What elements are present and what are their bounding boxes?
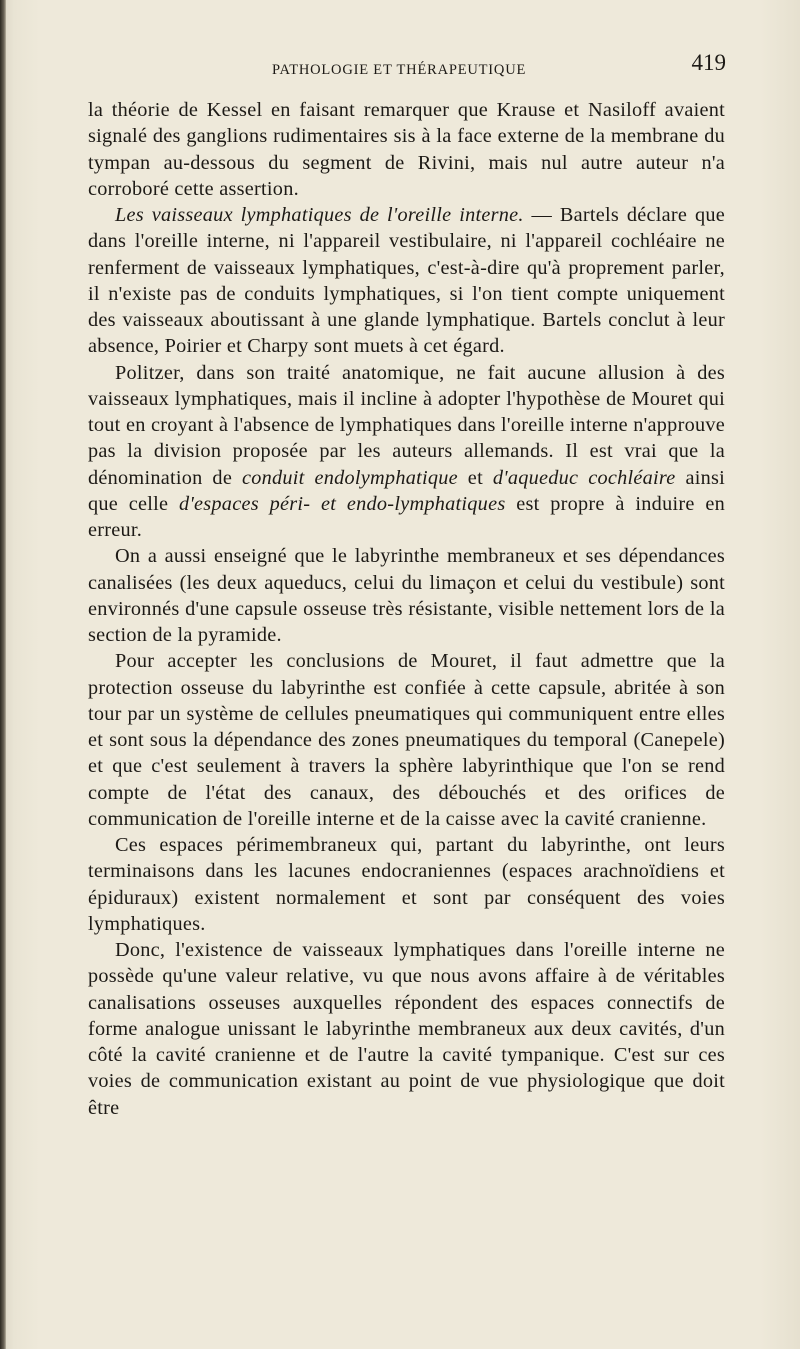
paragraph-7-text: Donc, l'existence de vaisseaux lymphatiques dans l'oreille interne ne possède qu'une valeur relative, vu que nous avons affaire à de véritables canalisations osseuses auxquelles répondent des espaces connectifs de forme analogue unissant le labyrinthe membraneux aux deux cavités, d'un côté la cavité cranienne et de l'autre la cavité tympanique. C'est sur ces voies de communication existant au point de vue physiologique que doit être	[88, 939, 725, 1119]
paragraph-2-text: — Bartels déclare que dans l'oreille interne, ni l'appareil vestibulaire, ni l'appareil cochléaire ne renferment de vaisseaux lymphatiques, c'est-à-dire qu'à proprement parler, il n'existe pas de conduits lymphatiques, si l'on tient compte uniquement des vaisseaux aboutissant à une glande lymphatique. Bartels conclut à leur absence, Poirier et Charpy sont muets à cet égard.	[88, 204, 725, 358]
section-heading-lymphatic-vessels: Les vaisseaux lymphatiques de l'oreille interne.	[115, 204, 524, 226]
page-header	[88, 50, 730, 90]
paragraph-7	[88, 937, 725, 1121]
paragraph-2	[88, 202, 725, 360]
term-lymphatic-spaces: d'espaces péri- et endo-lymphatiques	[179, 492, 506, 515]
body-text	[88, 97, 725, 1121]
paragraph-4-text: On a aussi enseigné que le labyrinthe membraneux et ses dépendances canalisées (les deux aqueducs, celui du limaçon et celui du vestibule) sont environnés d'une capsule osseuse très résistante, visible nettement lors de la section de la pyramide.	[88, 545, 725, 646]
paragraph-3-text-c: et	[457, 466, 493, 489]
paragraph-3	[88, 360, 725, 544]
paragraph-3-text-a: Politzer, dans son traité anatomique, ne fait aucune allusion à des vaisseaux lymphatiques, mais il incline à adopter l'hypothèse de Mouret qui tout en croyant à l'absence de lymphatiques dans l'oreille interne n'approuve pas la division proposée par les auteurs allemands. Il est vrai que la dénomination de	[88, 361, 725, 489]
paragraph-6	[88, 832, 725, 937]
page-number: 419	[691, 50, 726, 75]
running-head: PATHOLOGIE ET THÉRAPEUTIQUE	[272, 62, 527, 78]
paragraph-5-text: Pour accepter les conclusions de Mouret, il faut admettre que la protection osseuse du labyrinthe est confiée à cette capsule, abritée à son tour par un système de cellules pneumatiques qui communiquent entre elles et sont sous la dépendance des zones pneumatiques du temporal (Canepele) et que c'est seulement à travers la sphère labyrinthique que l'on se rend compte de l'état des canaux, des débouchés et des orifices de communication de l'oreille interne et de la caisse avec la cavité cranienne.	[88, 650, 725, 830]
page-binding-edge	[0, 0, 6, 1349]
paragraph-1	[88, 97, 725, 202]
paragraph-3-text-e: ainsi que celle	[88, 466, 726, 515]
paragraph-1-text: la théorie de Kessel en faisant remarquer que Krause et Nasiloff avaient signalé des ganglions rudimentaires sis à la face externe de la membrane du tympan au-dessous du segment de Rivini, mais nul autre auteur n'a corroboré cette assertion.	[88, 99, 725, 200]
paragraph-5	[88, 648, 725, 832]
paragraph-3-text-g: est propre à induire en erreur.	[88, 492, 725, 541]
paragraph-6-text: Ces espaces périmembraneux qui, partant du labyrinthe, ont leurs terminaisons dans les lacunes endocraniennes (espaces arachnoïdiens et épiduraux) existent normalement et sont par conséquent des voies lymphatiques.	[88, 834, 725, 935]
term-endolymphatic-duct: conduit endolymphatique	[241, 466, 458, 489]
term-cochlear-aqueduct: d'aqueduc cochléaire	[492, 466, 676, 489]
paragraph-4	[88, 543, 725, 648]
